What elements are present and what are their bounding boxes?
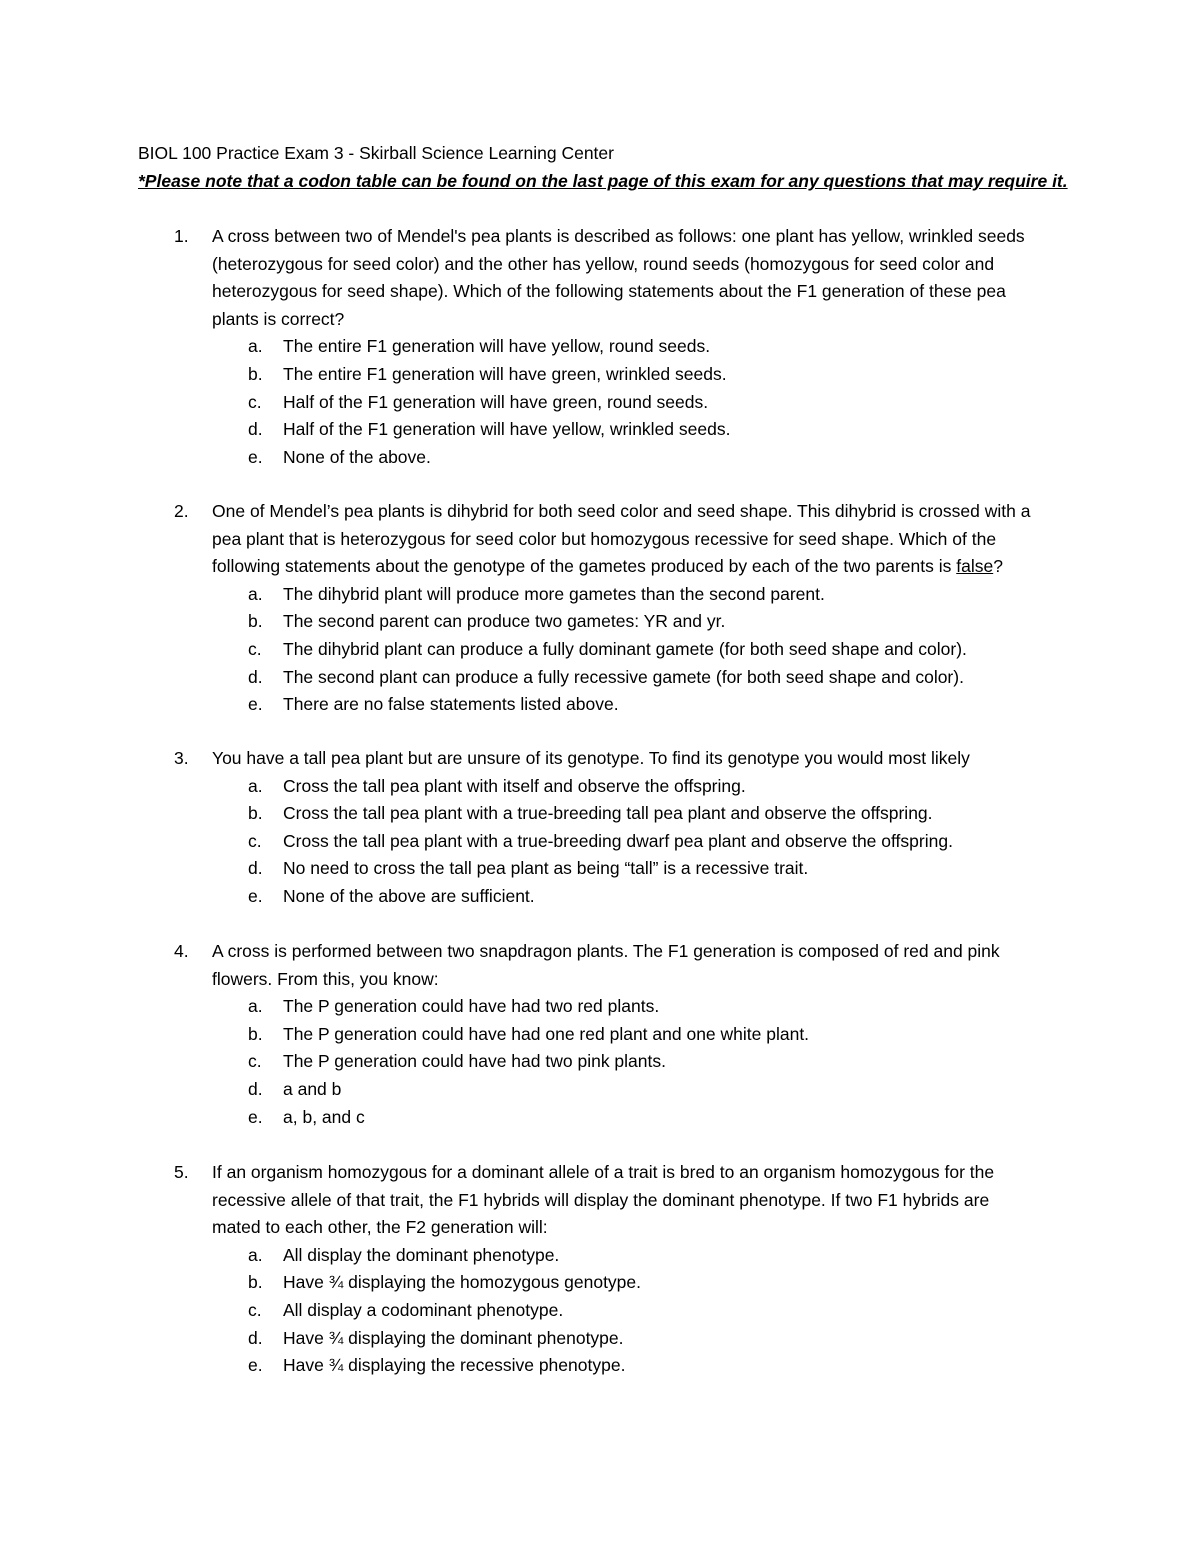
stem-line: A cross between two of Mendel's pea plants is described as follows: one plant has yellow, wrinkled seeds — [212, 226, 1025, 246]
stem-line: A cross is performed between two snapdragon plants. The F1 generation is composed of red and pink — [212, 941, 1000, 961]
option-text: The P generation could have had two pink plants. — [283, 1051, 666, 1072]
option-text: The second parent can produce two gametes: YR and yr. — [283, 611, 726, 632]
option-letter: b. — [248, 803, 263, 824]
question-number: 1. — [174, 226, 189, 246]
option-text: Cross the tall pea plant with a true-breeding dwarf pea plant and observe the offspring. — [283, 830, 953, 851]
answer-option[interactable] — [0, 1021, 1200, 1049]
answer-option[interactable] — [0, 1048, 1200, 1076]
option-text: No need to cross the tall pea plant as being “tall” is a recessive trait. — [283, 858, 809, 879]
question-stem — [212, 745, 1062, 773]
answer-option[interactable] — [0, 691, 1200, 719]
question-number: 4. — [174, 941, 189, 961]
answer-option[interactable] — [0, 608, 1200, 636]
option-letter: c. — [248, 830, 262, 851]
option-text: The P generation could have had two red plants. — [283, 996, 660, 1017]
option-text: Have ¾ displaying the dominant phenotype. — [283, 1327, 624, 1348]
answer-option[interactable] — [0, 883, 1200, 911]
answer-option[interactable] — [0, 1242, 1200, 1270]
option-text: All display a codominant phenotype. — [283, 1299, 564, 1320]
option-text: Cross the tall pea plant with a true-breeding tall pea plant and observe the offspring. — [283, 803, 933, 824]
option-letter: d. — [248, 1078, 263, 1099]
question-stem — [212, 938, 1062, 993]
option-text: The second plant can produce a fully recessive gamete (for both seed shape and color). — [283, 666, 964, 687]
answer-option[interactable] — [0, 1269, 1200, 1297]
option-letter: e. — [248, 885, 263, 906]
answer-option[interactable] — [0, 800, 1200, 828]
answer-option[interactable] — [0, 773, 1200, 801]
answer-options — [0, 333, 1200, 471]
answer-option[interactable] — [0, 361, 1200, 389]
answer-option[interactable] — [0, 1352, 1200, 1380]
answer-option[interactable] — [0, 416, 1200, 444]
option-text: Half of the F1 generation will have green, round seeds. — [283, 391, 709, 412]
codon-table-note: *Please note that a codon table can be found on the last page of this exam for any questions that may require it. — [138, 171, 1068, 191]
option-letter: d. — [248, 1327, 263, 1348]
stem-text: ? — [993, 556, 1003, 577]
answer-options — [0, 581, 1200, 719]
option-text: The entire F1 generation will have yellow, round seeds. — [283, 336, 711, 357]
option-letter: e. — [248, 694, 263, 715]
option-text: None of the above are sufficient. — [283, 885, 535, 906]
option-letter: a. — [248, 996, 263, 1017]
option-letter: e. — [248, 1106, 263, 1127]
question-number: 3. — [174, 748, 189, 768]
option-letter: a. — [248, 1244, 263, 1265]
option-letter: e. — [248, 1355, 263, 1376]
stem-line: (heterozygous for seed color) and the other has yellow, round seeds (homozygous for seed color and — [212, 253, 995, 274]
option-letter: c. — [248, 1299, 262, 1320]
option-letter: d. — [248, 858, 263, 879]
answer-option[interactable] — [0, 389, 1200, 417]
question-stem — [212, 498, 1062, 581]
question-stem — [212, 1159, 1062, 1242]
option-letter: c. — [248, 391, 262, 412]
question-stem — [212, 223, 1062, 333]
option-letter: a. — [248, 336, 263, 357]
option-text: The dihybrid plant will produce more gametes than the second parent. — [283, 583, 825, 604]
answer-option[interactable] — [0, 1325, 1200, 1353]
stem-text: following statements about the genotype of the gametes produced by each of the two parents is — [212, 556, 957, 577]
option-text: a and b — [283, 1078, 342, 1099]
option-text: Cross the tall pea plant with itself and observe the offspring. — [283, 775, 746, 796]
option-letter: a. — [248, 775, 263, 796]
option-text: None of the above. — [283, 446, 431, 467]
option-text: The dihybrid plant can produce a fully dominant gamete (for both seed shape and color). — [283, 638, 967, 659]
stem-line: pea plant that is heterozygous for seed color but homozygous recessive for seed shape. Which of the — [212, 528, 997, 549]
answer-option[interactable] — [0, 855, 1200, 883]
option-letter: b. — [248, 1272, 263, 1293]
option-letter: a. — [248, 583, 263, 604]
answer-option[interactable] — [0, 828, 1200, 856]
option-text: Have ¾ displaying the recessive phenotype. — [283, 1355, 626, 1376]
stem-line: recessive allele of that trait, the F1 hybrids will display the dominant phenotype. If two F1 hybrids are — [212, 1189, 990, 1210]
answer-option[interactable] — [0, 1297, 1200, 1325]
answer-option[interactable] — [0, 1104, 1200, 1132]
answer-option[interactable] — [0, 636, 1200, 664]
page-title: BIOL 100 Practice Exam 3 - Skirball Science Learning Center — [138, 143, 614, 163]
option-letter: d. — [248, 666, 263, 687]
option-letter: c. — [248, 1051, 262, 1072]
answer-options — [0, 1242, 1200, 1380]
stem-line: You have a tall pea plant but are unsure of its genotype. To find its genotype you would most likely — [212, 748, 970, 768]
stem-line: flowers. From this, you know: — [212, 968, 439, 989]
stem-line: plants is correct? — [212, 308, 345, 329]
option-letter: e. — [248, 446, 263, 467]
answer-option[interactable] — [0, 444, 1200, 472]
option-letter: c. — [248, 638, 262, 659]
answer-option[interactable] — [0, 664, 1200, 692]
question-number: 5. — [174, 1162, 189, 1182]
option-text: All display the dominant phenotype. — [283, 1244, 560, 1265]
answer-options — [0, 773, 1200, 911]
answer-option[interactable] — [0, 993, 1200, 1021]
option-text: Half of the F1 generation will have yellow, wrinkled seeds. — [283, 419, 731, 440]
option-text: Have ¾ displaying the homozygous genotype. — [283, 1272, 642, 1293]
option-text: The P generation could have had one red plant and one white plant. — [283, 1023, 810, 1044]
stem-line: One of Mendel’s pea plants is dihybrid for both seed color and seed shape. This dihybrid is crossed with a — [212, 501, 1031, 521]
question-number: 2. — [174, 501, 189, 521]
option-text: The entire F1 generation will have green, wrinkled seeds. — [283, 363, 727, 384]
answer-option[interactable] — [0, 581, 1200, 609]
answer-options — [0, 993, 1200, 1131]
stem-line: mated to each other, the F2 generation will: — [212, 1217, 548, 1238]
option-letter: b. — [248, 1023, 263, 1044]
emphasis-false: false — [956, 556, 994, 577]
stem-line: heterozygous for seed shape). Which of the following statements about the F1 generation of these pea — [212, 281, 1006, 302]
stem-line: If an organism homozygous for a dominant allele of a trait is bred to an organism homozygous for the — [212, 1162, 995, 1182]
option-letter: b. — [248, 611, 263, 632]
answer-option[interactable] — [0, 1076, 1200, 1104]
option-text: a, b, and c — [283, 1106, 365, 1127]
option-letter: d. — [248, 419, 263, 440]
option-letter: b. — [248, 363, 263, 384]
option-text: There are no false statements listed above. — [283, 694, 619, 715]
answer-option[interactable] — [0, 333, 1200, 361]
stem-line — [212, 553, 1062, 581]
